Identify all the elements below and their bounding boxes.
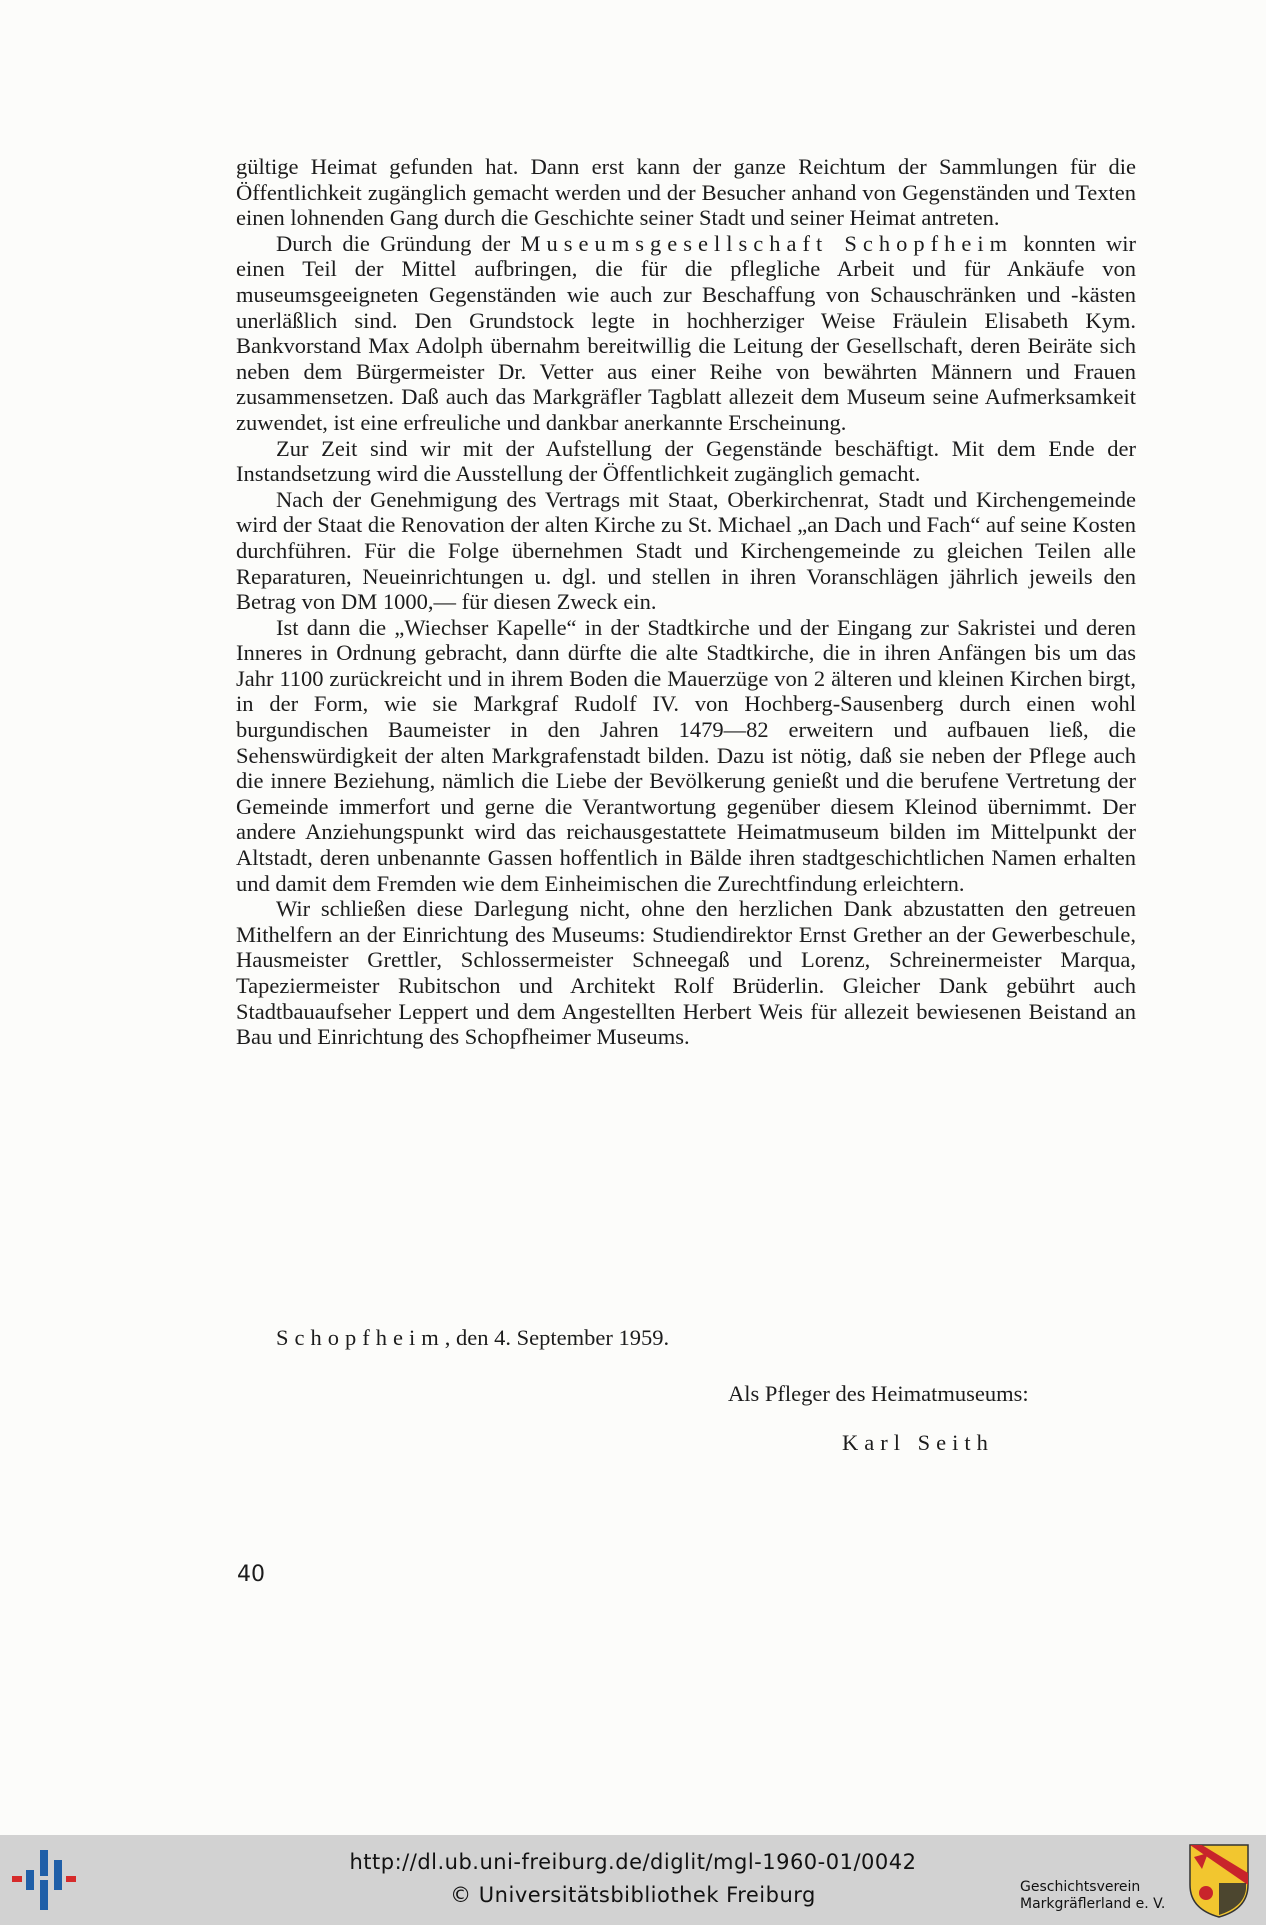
paragraph [236, 615, 1136, 897]
dateline [276, 1325, 669, 1351]
text-run: Nach der Genehmigung des Vertrags mit Staat, Oberkirchenrat, Stadt und Kirchengemeinde wird der Staat die Renovation der alten Kirche zu St. Michael „an Dach und Fach“ auf seine Kosten durchführen. Für die Folge übernehmen Stadt und Kirchengemeinde zu gleichen Teilen alle Reparaturen, Neueinrichtungen u. dgl. und stellen in ihren Voranschlägen jährlich jeweils den Betrag von DM 1000,— für diesen Zweck ein. [236, 486, 1136, 615]
spaced-emphasis: Museumsgesellschaft Schopfheim [520, 230, 1014, 256]
body-text [236, 154, 1136, 1050]
text-run: Zur Zeit sind wir mit der Aufstellung der Gegenstände beschäftigt. Mit dem Ende der Instandsetzung wird die Ausstellung der Öffentlichkeit zugänglich gemacht. [236, 435, 1136, 487]
society-line-1: Geschichtsverein [1020, 1879, 1141, 1895]
society-line-2: Markgräflerland e. V. [1020, 1896, 1166, 1912]
text-run: Wir schließen diese Darlegung nicht, ohne den herzlichen Dank abzustatten den getreuen Mithelfern an der Einrichtung des Museums: Studiendirektor Ernst Grether an der Gewerbeschule, Hausmeister Grettler, Schlossermeister Schneegaß und Lorenz, Schreinermeister Marqua, Tapeziermeister Rubitschon und Architekt Rolf Brüderlin. Gleicher Dank gebührt auch Stadtbauaufseher Leppert und dem Angestellten Herbert Weis für allezeit bewiesenen Beistand an Bau und Einrichtung des Schopfheimer Museums. [236, 896, 1136, 1050]
text-run: Ist dann die „Wiechser Kapelle“ in der Stadtkirche und der Eingang zur Sakristei und deren Inneres in Ordnung gebracht, dann dürfte die alte Stadtkirche, die in ihren Anfängen bis um das Jahr 1100 zurückreicht und in ihrem Boden die Mauerzüge von 2 älteren und kleinen Kirchen birgt, in der Form, wie sie Markgraf Rudolf IV. von Hochberg-Sausenberg durch einen wohl burgundischen Baumeister in den Jahren 1479—82 erweitern und aufbauen ließ, die Sehenswürdigkeit der alten Markgrafenstadt bilden. Dazu ist nötig, daß sie neben der Pflege auch die innere Beziehung, nämlich die Liebe der Bevölkerung genießt und die berufene Vertretung der Gemeinde immerfort und gerne die Verantwortung gegenüber diesem Kleinod übernimmt. Der andere Anziehungspunkt wird das reichausgestattete Heimatmuseum bilden im Mittelpunkt der Altstadt, deren unbenannte Gassen hoffentlich in Bälde ihren stadtgeschichtlichen Namen erhalten und damit dem Fremden wie dem Einheimischen die Zurechtfindung erleichtern. [236, 614, 1136, 896]
text-run: gültige Heimat gefunden hat. Dann erst kann der ganze Reichtum der Sammlungen für die Öffentlichkeit zugänglich gemacht werden und der Besucher anhand von Gegenständen und Texten einen lohnenden Gang durch die Geschichte seiner Stadt und seiner Heimat antreten. [236, 154, 1136, 231]
date-text: , den 4. September 1959. [444, 1325, 670, 1350]
text-run: Durch die Gründung der [276, 230, 521, 256]
document-url-link[interactable]: http://dl.ub.uni-freiburg.de/diglit/mgl-1960-01/0042 [349, 1850, 917, 1874]
curator-line: Als Pfleger des Heimatmuseums: [728, 1381, 1029, 1406]
text-run: konnten wir einen Teil der Mittel aufbringen, die für die pflegliche Arbeit und für Ankäufe von museumsgeeigneten Gegenständen wie auch zur Beschaffung von Schauschränken und -kästen unerläßlich sind. Den Grundstock legte in hochherziger Weise Fräulein Elisabeth Kym. Bankvorstand Max Adolph übernahm bereitwillig die Leitung der Gesellschaft, deren Beiräte sich neben dem Bürgermeister Dr. Vetter aus einer Reihe von bewährten Männern und Frauen zusammensetzen. Daß auch das Markgräfler Tagblatt allezeit dem Museum seine Aufmerksamkeit zuwendet, ist eine erfreuliche und dankbar anerkannte Erscheinung. [236, 230, 1136, 435]
paragraph [236, 896, 1136, 1050]
paragraph [236, 436, 1136, 487]
place-name: Schopfheim [276, 1325, 445, 1350]
society-name [1020, 1879, 1165, 1913]
copyright-text: © Universitätsbibliothek Freiburg [450, 1883, 816, 1907]
footer-bar [0, 1835, 1266, 1925]
paragraph [236, 154, 1136, 231]
signature: Karl Seith [842, 1430, 994, 1455]
paragraph [236, 487, 1136, 615]
paragraph [236, 231, 1136, 436]
markgraeflerland-crest-icon[interactable] [1188, 1843, 1250, 1919]
page-number: 40 [237, 1562, 265, 1587]
